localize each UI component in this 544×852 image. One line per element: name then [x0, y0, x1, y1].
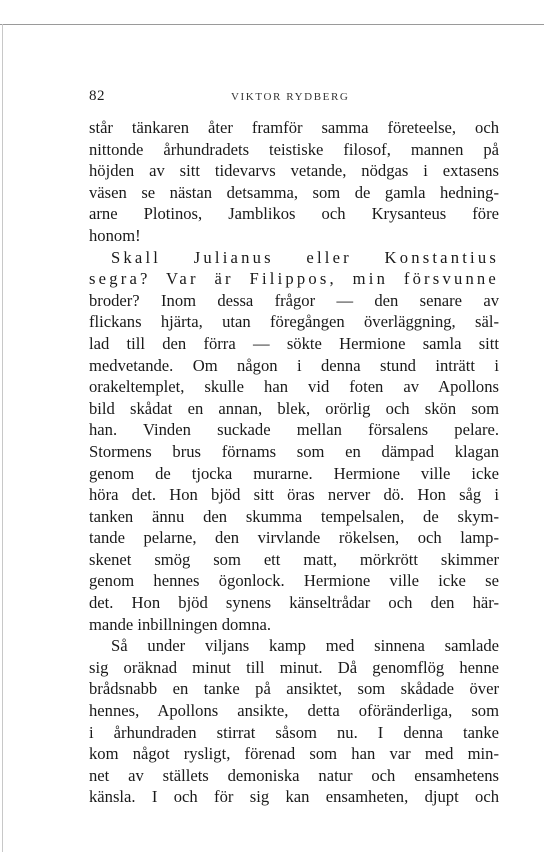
text-line: net av ställets demoniska natur och ensamhetens	[89, 765, 499, 785]
page-number: 82	[89, 88, 105, 104]
text-line: höjden av sitt tidevarvs vetande, nödgas i extasens	[89, 161, 499, 181]
text-line: bild skådat en annan, blek, orörlig och skön som	[89, 398, 499, 418]
text-line: flickans hjärta, utan föregången överläggning, säl-	[89, 312, 499, 332]
text-line: genom de tjocka murarne. Hermione ville icke	[89, 463, 499, 483]
text-line: mande inbillningen domna.	[89, 614, 272, 634]
text-line: tande pelarne, den virvlande rökelsen, och lamp-	[89, 528, 499, 548]
text-line: orakeltemplet, skulle han vid foten av Apollons	[89, 377, 499, 397]
text-line: Stormens brus förnams som en dämpad klagan	[89, 441, 499, 461]
left-page-edge	[2, 24, 3, 852]
text-line: det. Hon bjöd synens känseltrådar och den här-	[89, 593, 499, 613]
text-line: i århundraden stirrat såsom nu. I denna tanke	[89, 722, 499, 742]
text-line: Skall Julianus eller Konstantius	[111, 247, 499, 267]
text-line: brådsnabb en tanke på ansiktet, som skådade över	[89, 679, 499, 699]
text-line: skenet smög som ett matt, mörkrött skimmer	[89, 549, 499, 569]
text-line: väsen se nästan detsamma, som de gamla hedning-	[89, 182, 499, 202]
text-line: medvetande. Om någon i denna stund inträtt i	[89, 355, 499, 375]
text-line: segra? Var är Filippos, min försvunne	[89, 269, 499, 289]
text-line: höra det. Hon bjöd sitt öras nerver dö. Hon såg i	[89, 485, 499, 505]
text-line: han. Vinden suckade mellan försalens pelare.	[89, 420, 499, 440]
text-line: broder? Inom dessa frågor — den senare av	[89, 290, 499, 310]
text-line: lad till den förra — sökte Hermione samla sitt	[89, 333, 499, 353]
text-line: känsla. I och för sig kan ensamheten, djupt och	[89, 787, 499, 807]
text-line: honom!	[89, 225, 141, 245]
text-line: genom hennes ögonlock. Hermione ville icke se	[89, 571, 499, 591]
text-line: arne Plotinos, Jamblikos och Krysanteus före	[89, 204, 499, 224]
text-line: hennes, Apollons ansikte, detta oföränderliga, som	[89, 701, 499, 721]
text-line: tanken ännu den skumma tempelsalen, de skym-	[89, 506, 499, 526]
text-line: Så under viljans kamp med sinnena samlade	[111, 636, 499, 656]
text-line: kom något rysligt, förenad som han var med min-	[89, 744, 499, 764]
text-line: står tänkaren åter framför samma företeelse, och	[89, 118, 499, 137]
running-head: VIKTOR RYDBERG	[231, 91, 350, 103]
top-border-rule	[0, 24, 544, 25]
text-line: nittonde århundradets teistiske filosof, mannen på	[89, 139, 499, 159]
page-header	[89, 88, 499, 112]
body-text	[89, 117, 499, 808]
text-line: sig oräknad minut till minut. Då genomflög henne	[89, 657, 499, 677]
